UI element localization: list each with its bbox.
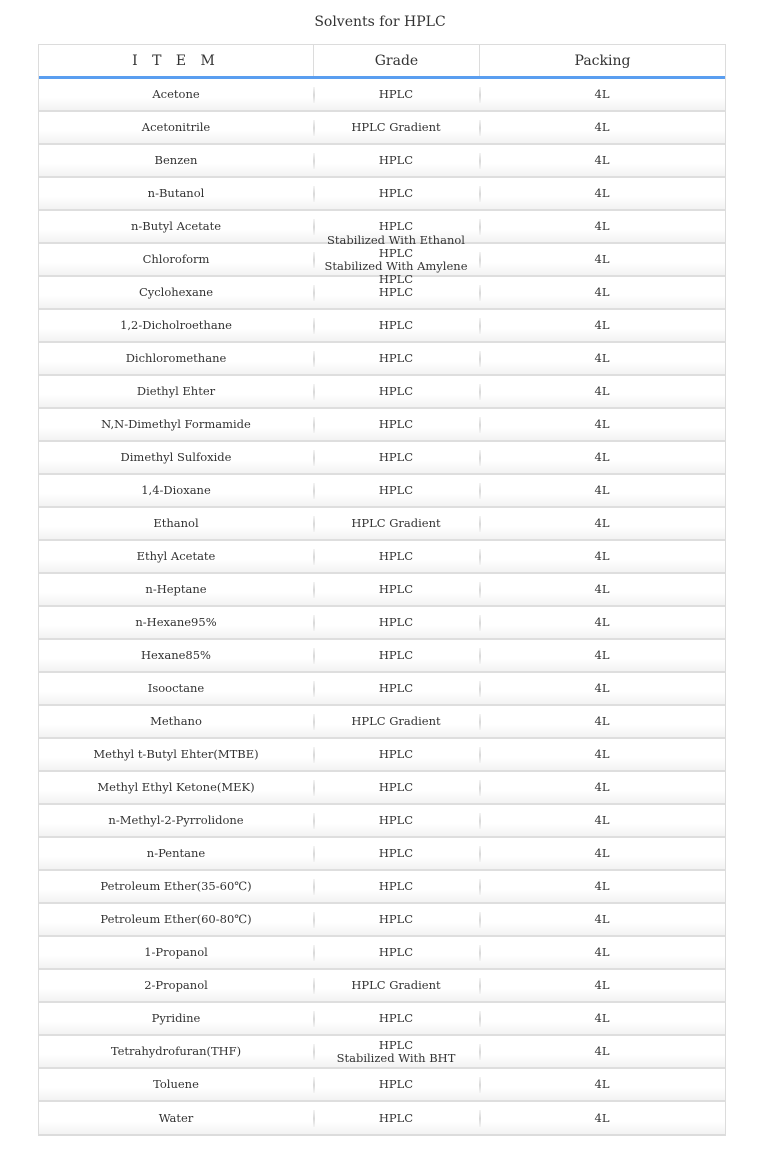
table-row (39, 442, 725, 475)
grade-line: HPLC (378, 780, 414, 794)
table-row (39, 79, 725, 112)
table-row (39, 970, 725, 1003)
grade-line: HPLC (378, 912, 414, 926)
cell-item: Water (158, 1110, 194, 1125)
cell-grade (313, 343, 479, 374)
table-row (39, 1069, 725, 1102)
table-body (39, 79, 725, 1135)
cell-grade (313, 178, 479, 209)
cell-item: Ethanol (153, 516, 199, 530)
table-row (39, 409, 725, 442)
cell-item: Chloroform (142, 252, 210, 266)
grade-line: HPLC Gradient (351, 978, 441, 992)
cell-item: Petroleum Ether(60-80℃) (100, 912, 252, 926)
grade-line: Stabilized With BHT (336, 1050, 456, 1065)
cell-packing: 4L (479, 1003, 725, 1034)
cell-packing: 4L (479, 772, 725, 803)
cell-grade (313, 937, 479, 968)
table-row (39, 508, 725, 541)
grade-line: HPLC (378, 945, 414, 959)
cell-grade (313, 706, 479, 737)
cell-item: 1,2-Dicholroethane (120, 318, 232, 332)
table-header (39, 45, 725, 79)
table-row (39, 805, 725, 838)
cell-packing: 4L (479, 574, 725, 605)
grade-line: HPLC (378, 648, 414, 662)
cell-packing: 4L (479, 673, 725, 704)
table-row (39, 1102, 725, 1135)
cell-item: Benzen (154, 153, 198, 167)
cell-packing: 4L (479, 409, 725, 440)
table-row (39, 574, 725, 607)
cell-packing: 4L (479, 541, 725, 572)
cell-packing: 4L (479, 640, 725, 671)
cell-grade (313, 79, 479, 110)
table-row (39, 541, 725, 574)
cell-item: Petroleum Ether(35-60℃) (100, 879, 252, 893)
grade-line: HPLC (378, 153, 414, 167)
grade-line: HPLC (378, 417, 414, 431)
grade-line: HPLC Gradient (351, 516, 441, 530)
table-row (39, 277, 725, 310)
table-row (39, 475, 725, 508)
cell-item: Methyl Ethyl Ketone(MEK) (97, 780, 255, 794)
cell-packing: 4L (479, 838, 725, 869)
table-row (39, 1036, 725, 1069)
cell-packing: 4L (479, 310, 725, 341)
solvents-table (38, 44, 726, 1136)
grade-line: HPLC (378, 186, 414, 200)
table-row (39, 772, 725, 805)
cell-packing: 4L (479, 805, 725, 836)
cell-grade (313, 805, 479, 836)
grade-line: HPLC (378, 582, 414, 596)
cell-item: Methyl t-Butyl Ehter(MTBE) (93, 747, 259, 761)
cell-packing: 4L (479, 1069, 725, 1100)
cell-item: n-Butyl Acetate (130, 219, 222, 233)
cell-item: Ethyl Acetate (136, 549, 216, 563)
grade-line: HPLC (378, 285, 414, 299)
cell-grade (313, 640, 479, 671)
cell-item: n-Hexane95% (135, 615, 217, 629)
table-row (39, 310, 725, 343)
cell-packing: 4L (479, 376, 725, 407)
cell-item: Tetrahydrofuran(THF) (110, 1044, 242, 1058)
grade-line: HPLC (378, 879, 414, 893)
cell-packing: 4L (479, 739, 725, 770)
cell-packing: 4L (479, 145, 725, 176)
column-header-grade: Grade (313, 45, 479, 76)
grade-line: HPLC Gradient (351, 714, 441, 728)
grade-line: HPLC (378, 1077, 414, 1091)
cell-packing: 4L (479, 970, 725, 1001)
cell-grade (313, 739, 479, 770)
cell-grade (313, 409, 479, 440)
cell-packing: 4L (479, 1036, 725, 1067)
cell-grade (313, 145, 479, 176)
cell-item: Dichloromethane (125, 351, 227, 365)
cell-grade (313, 232, 479, 286)
grade-line: HPLC (378, 813, 414, 827)
cell-grade (313, 1036, 479, 1067)
grade-line: HPLC (378, 219, 414, 233)
cell-item: Acetone (152, 87, 200, 101)
table-row (39, 838, 725, 871)
cell-packing: 4L (479, 79, 725, 110)
table-row (39, 343, 725, 376)
grade-line: HPLC (378, 1011, 414, 1025)
table-row (39, 640, 725, 673)
grade-line: Stabilized With Ethanol HPLC (327, 232, 465, 260)
cell-item: n-Pentane (146, 846, 206, 860)
table-row (39, 904, 725, 937)
cell-item: n-Methyl-2-Pyrrolidone (108, 813, 244, 827)
grade-line: HPLC (378, 615, 414, 629)
cell-item: Toluene (153, 1077, 199, 1091)
table-row (39, 607, 725, 640)
cell-grade (313, 508, 479, 539)
cell-packing: 4L (479, 904, 725, 935)
page-title: Solvents for HPLC (314, 14, 446, 30)
cell-item: Isooctane (147, 681, 205, 695)
table-row (39, 673, 725, 706)
cell-item: n-Butanol (147, 186, 205, 200)
cell-item: Acetonitrile (141, 120, 211, 134)
table-row (39, 145, 725, 178)
grade-line: HPLC (378, 318, 414, 332)
cell-grade (313, 376, 479, 407)
cell-item: Methano (150, 714, 202, 728)
cell-packing: 4L (479, 475, 725, 506)
cell-grade (313, 1003, 479, 1034)
grade-line: HPLC (378, 351, 414, 365)
cell-item: n-Heptane (145, 582, 207, 596)
cell-grade (313, 541, 479, 572)
cell-item: N,N-Dimethyl Formamide (101, 417, 251, 431)
cell-grade (313, 871, 479, 902)
grade-line: HPLC (378, 1037, 414, 1052)
cell-grade (313, 442, 479, 473)
grade-line: HPLC (378, 747, 414, 761)
column-header-item: I T E M (132, 52, 220, 69)
cell-grade (313, 310, 479, 341)
cell-grade (313, 607, 479, 638)
grade-line: Stabilized With Amylene HPLC (324, 258, 468, 286)
cell-item: Pyridine (151, 1011, 201, 1025)
cell-grade (313, 475, 479, 506)
cell-grade (313, 1069, 479, 1100)
cell-packing: 4L (479, 937, 725, 968)
cell-grade (313, 673, 479, 704)
column-header-packing: Packing (479, 45, 725, 76)
cell-packing: 4L (479, 211, 725, 242)
table-row (39, 232, 725, 286)
table-row (39, 178, 725, 211)
table-row (39, 871, 725, 904)
cell-packing: 4L (479, 706, 725, 737)
grade-line: HPLC (378, 384, 414, 398)
cell-item: Diethyl Ehter (136, 384, 216, 398)
cell-packing: 4L (479, 178, 725, 209)
cell-grade (313, 772, 479, 803)
table-row (39, 1003, 725, 1036)
grade-line: HPLC (378, 1110, 414, 1125)
grade-line: HPLC Gradient (351, 120, 441, 134)
grade-line: HPLC (378, 681, 414, 695)
cell-grade (313, 1102, 479, 1134)
cell-packing: 4L (479, 442, 725, 473)
cell-grade (313, 277, 479, 308)
cell-packing: 4L (479, 112, 725, 143)
cell-grade (313, 574, 479, 605)
cell-item: Cyclohexane (138, 285, 214, 299)
grade-line: HPLC (378, 549, 414, 563)
grade-line: HPLC (378, 846, 414, 860)
cell-item: 2-Propanol (144, 978, 208, 992)
grade-line: HPLC (378, 450, 414, 464)
cell-grade (313, 838, 479, 869)
table-row (39, 739, 725, 772)
cell-packing: 4L (479, 607, 725, 638)
cell-packing: 4L (479, 1102, 725, 1134)
table-row (39, 937, 725, 970)
cell-item: Hexane85% (141, 648, 211, 662)
cell-grade (313, 904, 479, 935)
table-row (39, 706, 725, 739)
cell-packing: 4L (479, 277, 725, 308)
cell-packing: 4L (479, 871, 725, 902)
cell-packing: 4L (479, 508, 725, 539)
cell-packing: 4L (479, 343, 725, 374)
cell-grade (313, 970, 479, 1001)
cell-item: 1,4-Dioxane (141, 483, 211, 497)
cell-packing: 4L (479, 244, 725, 275)
cell-grade (313, 112, 479, 143)
cell-item: 1-Propanol (144, 945, 208, 959)
cell-item: Dimethyl Sulfoxide (120, 450, 232, 464)
table-row (39, 112, 725, 145)
table-row (39, 376, 725, 409)
grade-line: HPLC (378, 87, 414, 101)
grade-line: HPLC (378, 483, 414, 497)
